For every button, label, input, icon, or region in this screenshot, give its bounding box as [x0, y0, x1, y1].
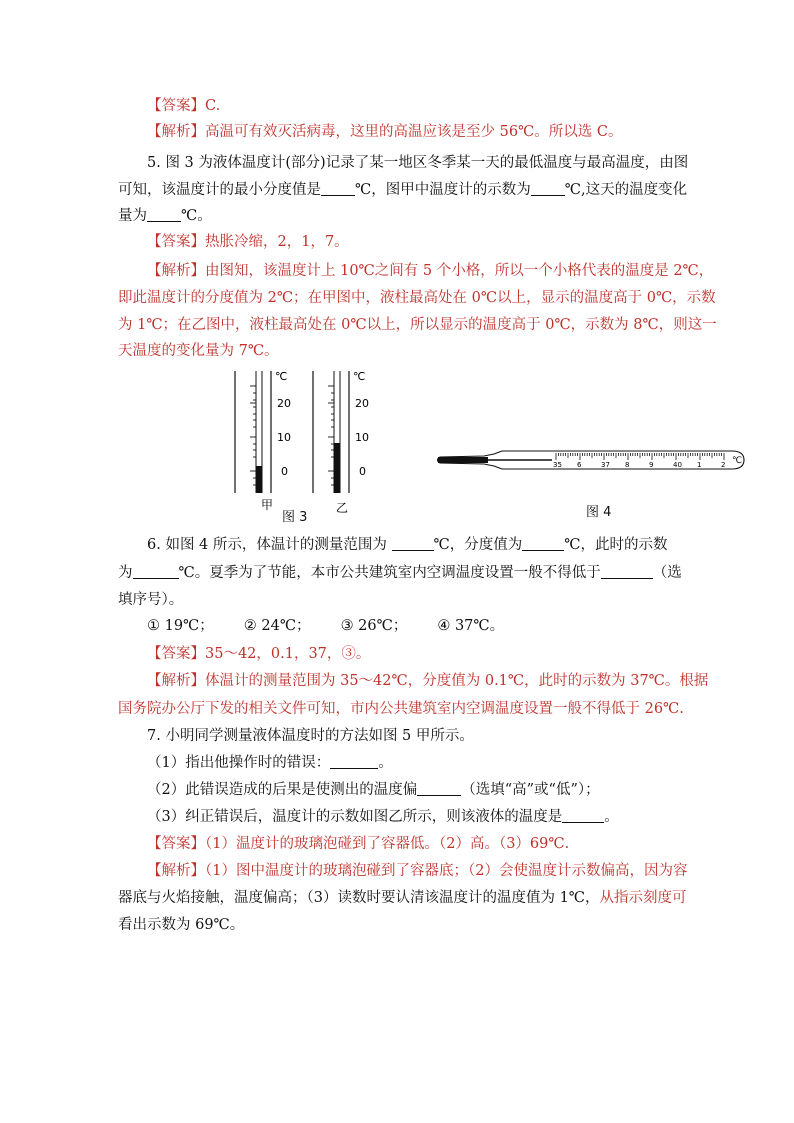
answer-tag: 【答案】 [147, 98, 205, 114]
q7-analysis-line1 [147, 861, 687, 881]
q6-text: 6. 如图 4 所示，体温计的测量范围为 [147, 537, 392, 553]
q5-analysis-line3: 为 1℃；在乙图中，液柱最高处在 0℃以上，所以显示的温度高于 0℃，示数为 8℃，则这一 [118, 317, 717, 333]
q4-answer-line [147, 96, 220, 116]
answer-blank[interactable] [330, 754, 378, 769]
figure3-caption: 图 3 [282, 510, 308, 525]
analysis-text: 体温计的测量范围为 35～42℃，分度值为 0.1℃，此时的示数为 37℃。根据 [205, 673, 709, 689]
q6-text: ℃。夏季为了节能，本市公共建筑室内空调温度设置一般不得低于 [178, 565, 601, 581]
q6-analysis-line2: 国务院办公厅下发的相关文件可知，市内公共建筑室内空调温度设置一般不得低于 26℃. [118, 701, 684, 717]
answer-text: C. [205, 98, 221, 114]
option-3: ③ 26℃； [340, 618, 408, 634]
answer-blank[interactable] [531, 181, 565, 196]
figure4-clinical-thermometer [432, 443, 752, 479]
q7-sub2 [147, 780, 600, 800]
answer-blank[interactable] [321, 181, 355, 196]
q6-question-line1 [147, 535, 667, 555]
analysis-text: 高温可有效灭活病毒，这里的高温应该是至少 56℃。所以选 C。 [205, 124, 623, 140]
answer-blank[interactable] [562, 808, 604, 823]
answer-blank[interactable] [522, 536, 564, 551]
q4-analysis-line [147, 122, 622, 142]
answer-text: （1）温度计的玻璃泡碰到了容器低。（2）高。（3）69℃. [205, 836, 570, 852]
answer-tag: 【答案】 [147, 646, 205, 662]
liquid-column-yi [334, 443, 340, 493]
scale-number: 37 [601, 461, 610, 469]
analysis-text: （1）图中温度计的玻璃泡碰到了容器底；（2）会使温度计示数偏高，因为容 [205, 863, 688, 879]
q5-text: ℃。 [181, 208, 212, 224]
q7-sub1 [147, 753, 393, 773]
unit-label-yi: ℃ [353, 370, 366, 383]
option-1: ① 19℃； [147, 618, 214, 634]
q7-analysis-line2 [118, 888, 687, 908]
q7-text: （1）指出他操作时的错误： [147, 755, 331, 771]
scale-number: 35 [553, 461, 562, 469]
q6-question-line2 [118, 563, 682, 583]
analysis-tag: 【解析】 [147, 673, 205, 689]
q5-question-line1: 5. 图 3 为液体温度计(部分)记录了某一地区冬季某一天的最低温度与最高温度，由图 [147, 155, 689, 171]
analysis-text: 由图知，该温度计上 10℃之间有 5 个小格，所以一个小格代表的温度是 2℃， [205, 263, 714, 279]
label-jia: 甲 [261, 498, 274, 512]
unit-label-jia: ℃ [275, 370, 288, 383]
q5-text: ℃，图甲中温度计的示数为 [355, 182, 531, 198]
q7-text: 。 [604, 809, 619, 825]
q5-text: 可知，该温度计的最小分度值是 [118, 182, 321, 198]
figure4-caption: 图 4 [586, 505, 612, 520]
q5-answer-line [147, 232, 349, 252]
answer-text: 热胀冷缩，2，1，7。 [205, 234, 349, 250]
figure3-thermometers [225, 366, 385, 521]
answer-blank[interactable] [147, 207, 181, 222]
q5-question-line3 [118, 206, 212, 226]
q6-answer-line [147, 644, 370, 664]
answer-blank[interactable] [601, 564, 653, 579]
answer-tag: 【答案】 [147, 234, 205, 250]
scale-number: 40 [673, 461, 682, 469]
tick-label-10-yi: 10 [355, 431, 369, 444]
q6-text: ℃，分度值为 [433, 537, 523, 553]
tick-label-20-yi: 20 [355, 397, 369, 410]
mercury-bulb [438, 457, 488, 463]
q7-question-line1: 7. 小明同学测量液体温度时的方法如图 5 甲所示。 [147, 728, 474, 744]
q7-answer-line [147, 834, 569, 854]
q5-analysis-line4: 天温度的变化量为 7℃。 [118, 343, 279, 359]
q7-sub3 [147, 807, 619, 827]
q5-text: 量为 [118, 208, 147, 224]
option-4: ④ 37℃。 [437, 618, 505, 634]
q6-text: 为 [118, 565, 133, 581]
scale-number: 9 [649, 461, 654, 469]
analysis-tag: 【解析】 [147, 863, 205, 879]
tick-label-10-jia: 10 [277, 431, 291, 444]
q7-text: （3）纠正错误后，温度计的示数如图乙所示，则该液体的温度是 [147, 809, 563, 825]
analysis-tag: 【解析】 [147, 263, 205, 279]
tick-label-20-jia: 20 [277, 397, 291, 410]
clinical-unit: ℃ [732, 456, 743, 466]
q6-options [147, 616, 504, 636]
answer-blank[interactable] [417, 781, 461, 796]
scale-number: 2 [721, 461, 726, 469]
answer-blank[interactable] [392, 536, 434, 551]
scale-number: 1 [697, 461, 702, 469]
option-2: ② 24℃； [243, 618, 311, 634]
answer-text: 35～42，0.1，37，③。 [205, 646, 371, 662]
tick-marks-yi [328, 386, 334, 485]
q6-analysis-line1 [147, 671, 708, 691]
q7-analysis-line3: 看出示数为 69℃。 [118, 917, 245, 933]
analysis-tag: 【解析】 [147, 124, 205, 140]
tick-label-0-yi: 0 [359, 465, 366, 478]
q7-text: 。 [378, 755, 393, 771]
q5-question-line2 [118, 180, 687, 200]
analysis-text: 从指示刻度可 [599, 890, 687, 906]
q6-text: ℃，此时的示数 [564, 537, 668, 553]
answer-tag: 【答案】 [147, 836, 205, 852]
analysis-text: 器底与火焰接触，温度偏高；（3）读数时要认清该温度计的温度值为 1℃， [118, 890, 600, 906]
tick-label-0-jia: 0 [281, 465, 288, 478]
label-yi: 乙 [336, 501, 349, 515]
q6-question-line3: 填序号）。 [118, 592, 184, 608]
liquid-column-jia [256, 466, 262, 493]
q7-text: （选填“高”或“低”）； [461, 782, 600, 798]
q6-text: （选 [652, 565, 682, 581]
scale-number: 6 [577, 461, 582, 469]
q5-analysis-line1 [147, 261, 713, 281]
tick-marks-jia [250, 386, 256, 485]
q5-analysis-line2: 即此温度计的分度值为 2℃；在甲图中，液柱最高处在 0℃以上，显示的温度高于 0℃，示数 [118, 290, 716, 306]
q5-text: ℃,这天的温度变化 [564, 182, 688, 198]
answer-blank[interactable] [133, 564, 179, 579]
scale-number: 8 [625, 461, 630, 469]
q7-text: （2）此错误造成的后果是使测出的温度偏 [147, 782, 418, 798]
thermometer-yi [313, 370, 369, 493]
thermometer-jia [235, 370, 291, 493]
